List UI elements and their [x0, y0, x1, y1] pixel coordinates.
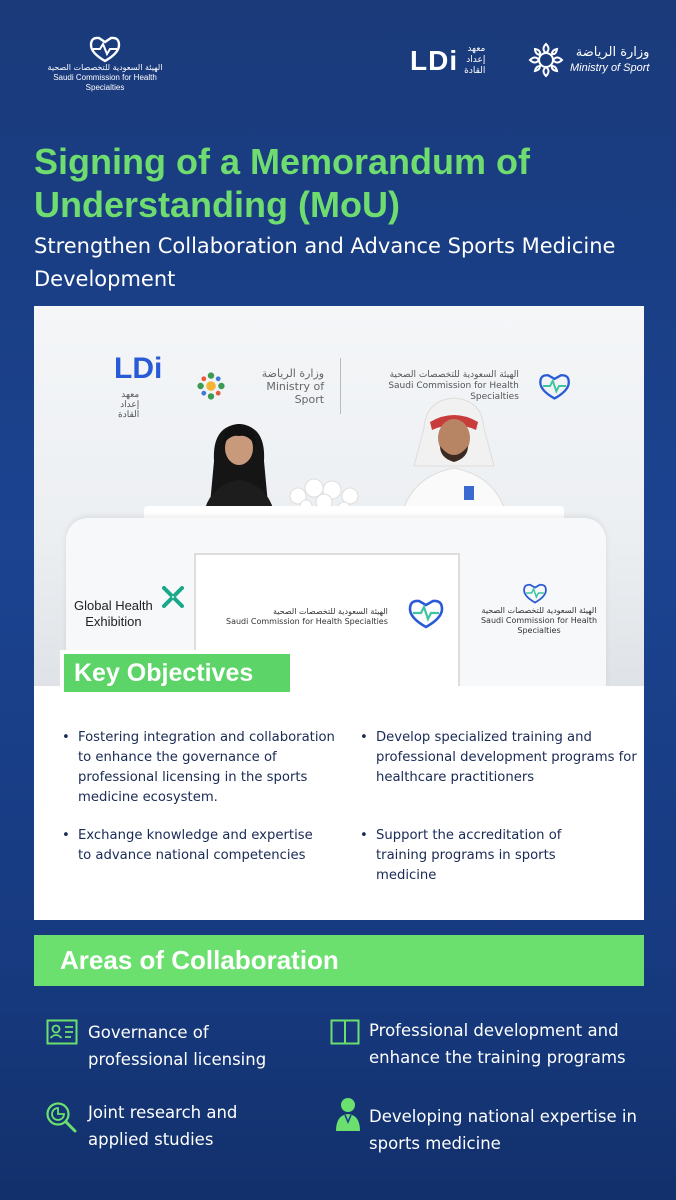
area-item-professional-development: Professional development and enhance the training programs: [369, 1021, 626, 1067]
backdrop-ldi-mark: LDi: [114, 352, 163, 385]
ldi-ar-line-3: القادة: [464, 66, 486, 76]
page-subtitle: Strengthen Collaboration and Advance Sports Medicine Development: [34, 234, 616, 291]
screen-scfhs-heart-icon: [404, 597, 448, 629]
scfhs-name-ar: الهيئة السعودية للتخصصات الصحية: [47, 63, 163, 72]
key-objectives-heading: Key Objectives: [60, 650, 294, 696]
side-scfhs-heart-icon: [520, 582, 550, 604]
exhibition-line-1: Global Health: [74, 598, 153, 613]
ldi-name-ar: [464, 44, 485, 77]
research-magnifier-icon: [44, 1100, 78, 1134]
backdrop-ministry-ar: وزارة الرياضة: [261, 366, 325, 380]
backdrop-ldi-ar-1: معهد: [121, 389, 140, 400]
expert-person-icon: [334, 1096, 362, 1132]
backdrop-ministry-en: Ministry of Sport: [266, 379, 325, 406]
global-health-exhibition-logo: [74, 598, 153, 630]
objective-item-2: • Develop specialized training and professional development programs for healthcare practitioners: [376, 728, 642, 788]
backdrop-ministry-text: [243, 367, 324, 406]
exhibition-line-2: Exhibition: [85, 614, 142, 629]
id-card-icon: [46, 1019, 78, 1045]
exhibition-cross-icon: [162, 586, 184, 608]
ldi-mark: LDi: [410, 44, 459, 76]
side-scfhs-en: Saudi Commission for Health Specialties: [480, 616, 598, 635]
scfhs-heart-icon: [85, 35, 125, 63]
key-objectives-panel: [34, 686, 644, 920]
area-item-national-expertise: Developing national expertise in sports medicine: [369, 1107, 637, 1153]
screen-scfhs-en: Saudi Commission for Health Specialties: [226, 617, 388, 626]
area-item-governance: Governance of professional licensing: [88, 1023, 267, 1069]
objective-item-1: • Fostering integration and collaboration to enhance the governance of professional licensing in the sports medicine ecosystem.: [78, 728, 344, 808]
ministry-emblem-icon: [526, 40, 566, 80]
side-scfhs-text: [464, 606, 614, 636]
objective-item-3: • Exchange knowledge and expertise to advance national competencies: [78, 826, 318, 866]
ldi-ar-line-2: إعداد: [466, 55, 486, 65]
ministry-name-en: Ministry of Sport: [570, 62, 650, 74]
book-icon: [330, 1019, 360, 1045]
side-scfhs-ar: الهيئة السعودية للتخصصات الصحية: [481, 606, 597, 615]
areas-of-collaboration-heading: Areas of Collaboration: [34, 935, 644, 986]
ldi-logo: [410, 44, 485, 77]
backdrop-ldi-ar-3: القادة: [118, 409, 140, 420]
backdrop-ministry-emblem-icon: [195, 368, 227, 404]
backdrop-ldi-logo: [114, 352, 179, 420]
area-item-joint-research: Joint research and applied studies: [88, 1103, 238, 1149]
scfhs-logo: [40, 35, 170, 90]
backdrop-scfhs-heart-icon: [535, 370, 574, 402]
ministry-name-ar: وزارة الرياضة: [575, 45, 650, 60]
objective-item-4: • Support the accreditation of training programs in sports medicine: [376, 826, 608, 886]
backdrop-ldi-ar: [118, 389, 139, 419]
screen-scfhs-ar: الهيئة السعودية للتخصصات الصحية: [272, 607, 388, 616]
backdrop-scfhs-en: Saudi Commission for Health Specialties: [388, 380, 519, 402]
signing-ceremony-photo: [34, 306, 644, 686]
ldi-ar-line-1: معهد: [467, 44, 486, 54]
page-title: Signing of a Memorandum of Understanding (MoU): [34, 141, 530, 225]
backdrop-ldi-ar-2: إعداد: [120, 399, 140, 410]
ministry-of-sport-logo: [526, 40, 649, 80]
scfhs-name-en: Saudi Commission for Health Specialties: [53, 73, 157, 92]
backdrop-divider: [340, 358, 341, 414]
screen-scfhs-text: [226, 607, 388, 627]
backdrop-scfhs-ar: الهيئة السعودية للتخصصات الصحية: [389, 369, 519, 380]
header: [0, 0, 676, 100]
